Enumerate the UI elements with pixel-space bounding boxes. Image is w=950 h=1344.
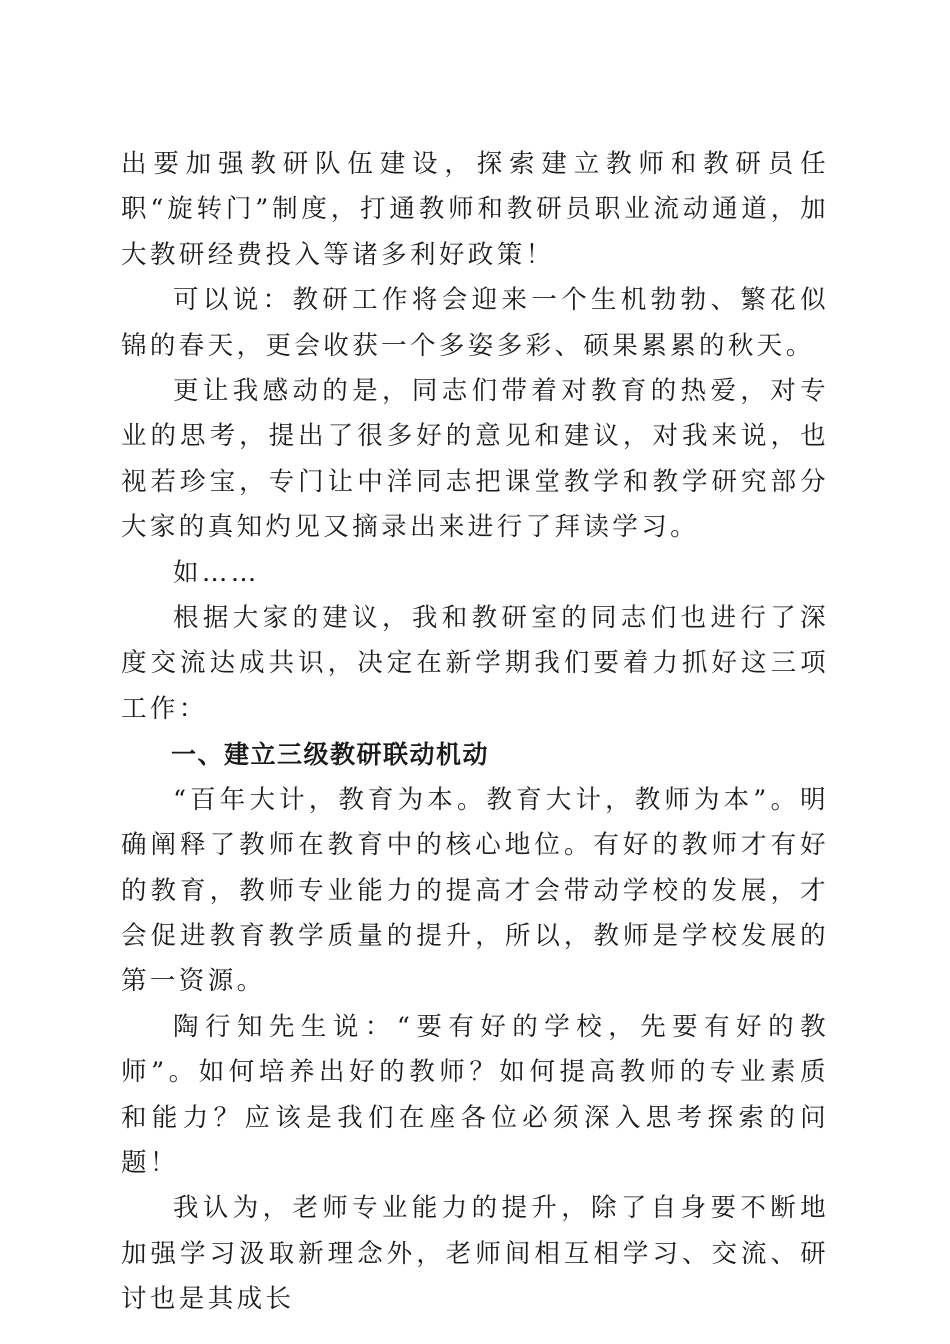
- paragraph-body: 陶行知先生说：“要有好的学校，先要有好的教师”。如何培养出好的教师？如何提高教师的专业素质和能力？应该是我们在座各位必须深入思考探索的问题！: [121, 1011, 829, 1178]
- paragraph-body: 我认为，老师专业能力的提升，除了自身要不断地加强学习汲取新理念外，老师间相互相学习、交流、研讨也是其成长: [121, 1193, 829, 1315]
- paragraph-continuation: 出要加强教研队伍建设，探索建立教师和教研员任职“旋转门”制度，打通教师和教研员职业流动通道，加大教研经费投入等诸多利好政策！: [121, 149, 829, 270]
- paragraph-body: 更让我感动的是，同志们带着对教育的热爱，对专业的思考，提出了很多好的意见和建议，对我来说，也视若珍宝，专门让中洋同志把课堂教学和教学研究部分大家的真知灼见又摘录出来进行了拜读学习。: [121, 376, 829, 543]
- document-body: [121, 142, 829, 1323]
- paragraph-body: 可以说：教研工作将会迎来一个生机勃勃、繁花似锦的春天，更会收获一个多姿多彩、硕果累累的秋天。: [121, 285, 829, 361]
- paragraph-body: 如……: [173, 557, 260, 588]
- paragraph-body: 根据大家的建议，我和教研室的同志们也进行了深度交流达成共识，决定在新学期我们要着力抓好这三项工作：: [121, 603, 829, 724]
- section-heading: 一、建立三级教研联动机动: [171, 740, 490, 770]
- paragraph-body: “百年大计，教育为本。教育大计，教师为本”。明确阐释了教师在教育中的核心地位。有好的教师才有好的教育，教师专业能力的提高才会带动学校的发展，才会促进教育教学质量的提升，所以，教师是学校发展的第一资源。: [121, 784, 829, 997]
